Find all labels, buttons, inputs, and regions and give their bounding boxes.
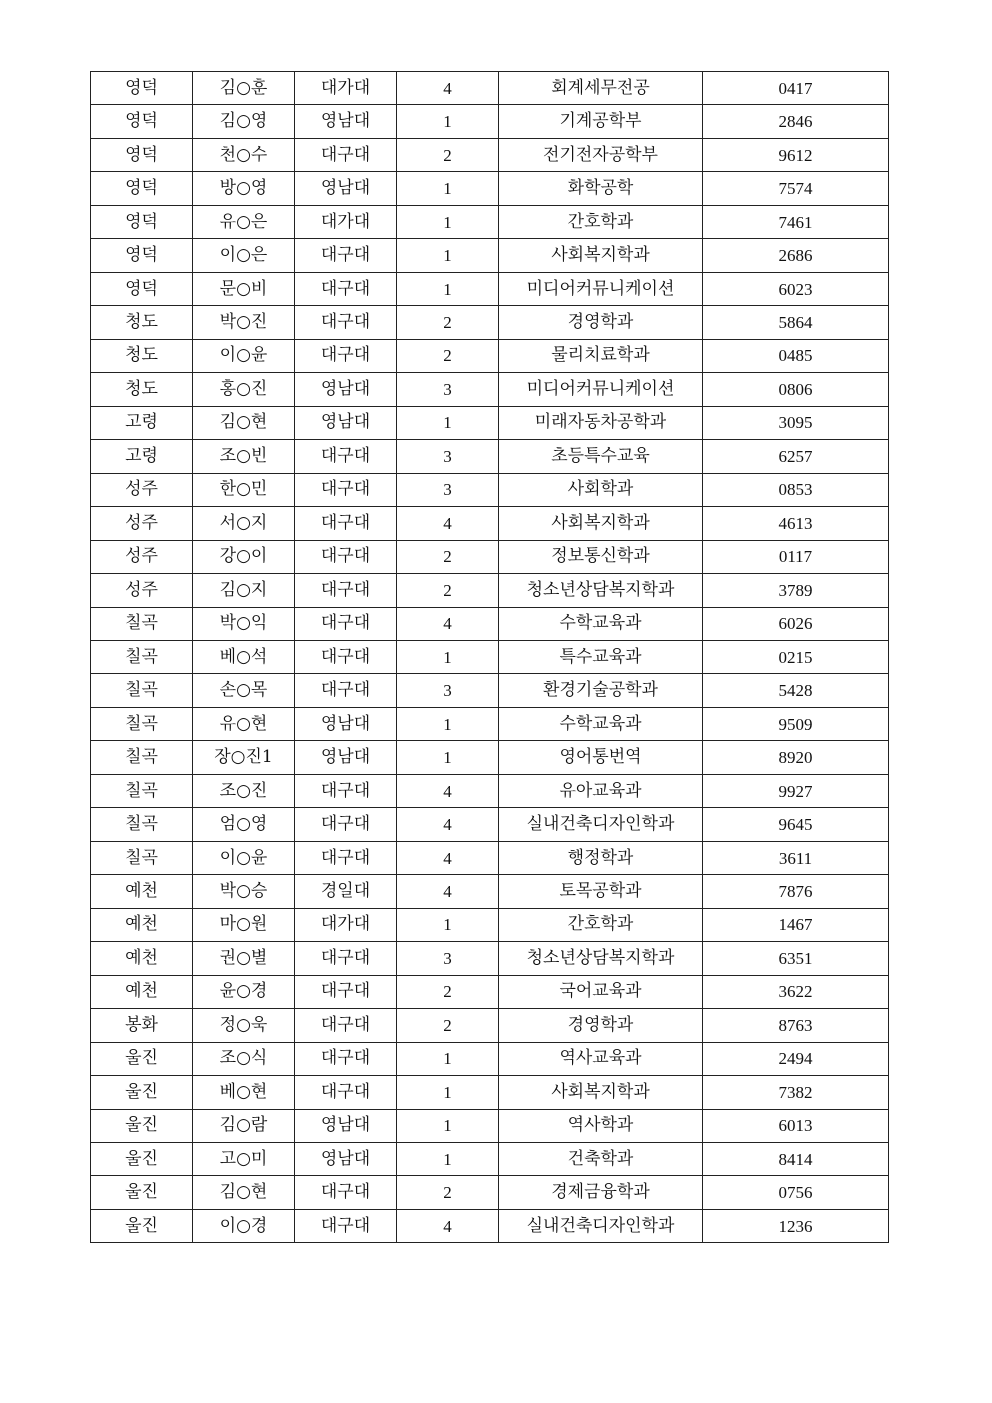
- region-cell: 칠곡: [91, 640, 193, 673]
- university-cell: 영남대: [295, 1143, 397, 1176]
- university-cell: 경일대: [295, 875, 397, 908]
- table-row: [91, 975, 889, 1008]
- table-row: [91, 875, 889, 908]
- id-code-cell: 0485: [703, 339, 889, 372]
- major-cell: 초등특수교육: [499, 440, 703, 473]
- major-cell: 청소년상담복지학과: [499, 574, 703, 607]
- grade-cell: 4: [397, 72, 499, 105]
- university-cell: 영남대: [295, 406, 397, 439]
- major-cell: 실내건축디자인학과: [499, 808, 703, 841]
- id-code-cell: 3611: [703, 841, 889, 874]
- region-cell: 울진: [91, 1109, 193, 1142]
- grade-cell: 4: [397, 841, 499, 874]
- student-name-cell: 김○현: [193, 406, 295, 439]
- major-cell: 국어교육과: [499, 975, 703, 1008]
- student-name-cell: 이○경: [193, 1209, 295, 1242]
- table-row: [91, 741, 889, 774]
- id-code-cell: 9927: [703, 774, 889, 807]
- region-cell: 울진: [91, 1209, 193, 1242]
- student-name-cell: 정○욱: [193, 1009, 295, 1042]
- grade-cell: 2: [397, 1009, 499, 1042]
- student-name-cell: 문○비: [193, 272, 295, 305]
- major-cell: 기계공학부: [499, 105, 703, 138]
- grade-cell: 3: [397, 440, 499, 473]
- table-row: [91, 339, 889, 372]
- major-cell: 미디어커뮤니케이션: [499, 373, 703, 406]
- table-row: [91, 540, 889, 573]
- grade-cell: 1: [397, 205, 499, 238]
- student-name-cell: 유○현: [193, 707, 295, 740]
- student-name-cell: 장○진1: [193, 741, 295, 774]
- region-cell: 울진: [91, 1176, 193, 1209]
- student-name-cell: 강○이: [193, 540, 295, 573]
- id-code-cell: 9612: [703, 138, 889, 171]
- grade-cell: 3: [397, 373, 499, 406]
- id-code-cell: 6026: [703, 607, 889, 640]
- university-cell: 대구대: [295, 339, 397, 372]
- grade-cell: 4: [397, 774, 499, 807]
- student-name-cell: 조○진: [193, 774, 295, 807]
- major-cell: 경영학과: [499, 1009, 703, 1042]
- grade-cell: 1: [397, 908, 499, 941]
- university-cell: 대구대: [295, 841, 397, 874]
- university-cell: 대구대: [295, 774, 397, 807]
- region-cell: 고령: [91, 406, 193, 439]
- table-row: [91, 1209, 889, 1242]
- region-cell: 영덕: [91, 272, 193, 305]
- major-cell: 미디어커뮤니케이션: [499, 272, 703, 305]
- student-name-cell: 천○수: [193, 138, 295, 171]
- major-cell: 전기전자공학부: [499, 138, 703, 171]
- table-row: [91, 172, 889, 205]
- major-cell: 유아교육과: [499, 774, 703, 807]
- student-name-cell: 한○민: [193, 473, 295, 506]
- university-cell: 대구대: [295, 440, 397, 473]
- grade-cell: 4: [397, 507, 499, 540]
- table-row: [91, 72, 889, 105]
- student-name-cell: 박○승: [193, 875, 295, 908]
- id-code-cell: 1467: [703, 908, 889, 941]
- major-cell: 회계세무전공: [499, 72, 703, 105]
- major-cell: 역사교육과: [499, 1042, 703, 1075]
- table-row: [91, 440, 889, 473]
- table-row: [91, 1176, 889, 1209]
- table-row: [91, 674, 889, 707]
- region-cell: 예천: [91, 875, 193, 908]
- table-row: [91, 138, 889, 171]
- region-cell: 칠곡: [91, 607, 193, 640]
- region-cell: 성주: [91, 507, 193, 540]
- table-row: [91, 774, 889, 807]
- student-name-cell: 베○현: [193, 1076, 295, 1109]
- id-code-cell: 0417: [703, 72, 889, 105]
- table-row: [91, 306, 889, 339]
- region-cell: 울진: [91, 1143, 193, 1176]
- id-code-cell: 0117: [703, 540, 889, 573]
- university-cell: 영남대: [295, 105, 397, 138]
- table-row: [91, 607, 889, 640]
- grade-cell: 3: [397, 942, 499, 975]
- grade-cell: 1: [397, 1042, 499, 1075]
- major-cell: 사회복지학과: [499, 507, 703, 540]
- region-cell: 성주: [91, 574, 193, 607]
- student-name-cell: 유○은: [193, 205, 295, 238]
- major-cell: 건축학과: [499, 1143, 703, 1176]
- major-cell: 환경기술공학과: [499, 674, 703, 707]
- major-cell: 행정학과: [499, 841, 703, 874]
- grade-cell: 1: [397, 1109, 499, 1142]
- university-cell: 영남대: [295, 707, 397, 740]
- id-code-cell: 2686: [703, 239, 889, 272]
- major-cell: 수학교육과: [499, 707, 703, 740]
- grade-cell: 2: [397, 339, 499, 372]
- university-cell: 대구대: [295, 540, 397, 573]
- university-cell: 대구대: [295, 1042, 397, 1075]
- scholarship-roster-table: [90, 71, 889, 1243]
- id-code-cell: 9645: [703, 808, 889, 841]
- university-cell: 대구대: [295, 640, 397, 673]
- student-name-cell: 홍○진: [193, 373, 295, 406]
- region-cell: 청도: [91, 373, 193, 406]
- grade-cell: 1: [397, 1076, 499, 1109]
- student-name-cell: 박○익: [193, 607, 295, 640]
- student-name-cell: 방○영: [193, 172, 295, 205]
- table-row: [91, 908, 889, 941]
- region-cell: 칠곡: [91, 741, 193, 774]
- table-row: [91, 507, 889, 540]
- grade-cell: 2: [397, 574, 499, 607]
- major-cell: 화학공학: [499, 172, 703, 205]
- major-cell: 역사학과: [499, 1109, 703, 1142]
- table-row: [91, 1109, 889, 1142]
- university-cell: 대구대: [295, 975, 397, 1008]
- id-code-cell: 0215: [703, 640, 889, 673]
- table-row: [91, 105, 889, 138]
- university-cell: 대가대: [295, 205, 397, 238]
- student-name-cell: 권○별: [193, 942, 295, 975]
- roster-body: [91, 72, 889, 1243]
- university-cell: 대구대: [295, 1009, 397, 1042]
- region-cell: 성주: [91, 473, 193, 506]
- major-cell: 물리치료학과: [499, 339, 703, 372]
- student-name-cell: 김○현: [193, 1176, 295, 1209]
- region-cell: 예천: [91, 942, 193, 975]
- region-cell: 청도: [91, 339, 193, 372]
- student-name-cell: 김○영: [193, 105, 295, 138]
- id-code-cell: 8414: [703, 1143, 889, 1176]
- grade-cell: 3: [397, 473, 499, 506]
- region-cell: 영덕: [91, 105, 193, 138]
- university-cell: 대구대: [295, 473, 397, 506]
- university-cell: 대구대: [295, 674, 397, 707]
- region-cell: 영덕: [91, 205, 193, 238]
- university-cell: 영남대: [295, 741, 397, 774]
- student-name-cell: 고○미: [193, 1143, 295, 1176]
- university-cell: 대가대: [295, 908, 397, 941]
- id-code-cell: 6023: [703, 272, 889, 305]
- university-cell: 대구대: [295, 138, 397, 171]
- id-code-cell: 0853: [703, 473, 889, 506]
- region-cell: 울진: [91, 1076, 193, 1109]
- grade-cell: 2: [397, 540, 499, 573]
- student-name-cell: 김○훈: [193, 72, 295, 105]
- university-cell: 대구대: [295, 942, 397, 975]
- region-cell: 울진: [91, 1042, 193, 1075]
- table-row: [91, 1143, 889, 1176]
- region-cell: 봉화: [91, 1009, 193, 1042]
- major-cell: 사회복지학과: [499, 1076, 703, 1109]
- table-row: [91, 942, 889, 975]
- table-row: [91, 1042, 889, 1075]
- major-cell: 사회학과: [499, 473, 703, 506]
- table-row: [91, 239, 889, 272]
- id-code-cell: 3789: [703, 574, 889, 607]
- student-name-cell: 김○람: [193, 1109, 295, 1142]
- table-row: [91, 808, 889, 841]
- id-code-cell: 3095: [703, 406, 889, 439]
- university-cell: 영남대: [295, 1109, 397, 1142]
- id-code-cell: 7382: [703, 1076, 889, 1109]
- id-code-cell: 8763: [703, 1009, 889, 1042]
- university-cell: 대구대: [295, 272, 397, 305]
- major-cell: 영어통번역: [499, 741, 703, 774]
- grade-cell: 1: [397, 707, 499, 740]
- university-cell: 대구대: [295, 1176, 397, 1209]
- university-cell: 대구대: [295, 607, 397, 640]
- grade-cell: 4: [397, 875, 499, 908]
- university-cell: 대구대: [295, 306, 397, 339]
- table-row: [91, 205, 889, 238]
- student-name-cell: 엄○영: [193, 808, 295, 841]
- grade-cell: 1: [397, 239, 499, 272]
- major-cell: 특수교육과: [499, 640, 703, 673]
- region-cell: 칠곡: [91, 707, 193, 740]
- id-code-cell: 3622: [703, 975, 889, 1008]
- student-name-cell: 이○은: [193, 239, 295, 272]
- university-cell: 영남대: [295, 172, 397, 205]
- id-code-cell: 7876: [703, 875, 889, 908]
- university-cell: 대구대: [295, 1209, 397, 1242]
- table-row: [91, 640, 889, 673]
- grade-cell: 3: [397, 674, 499, 707]
- university-cell: 대구대: [295, 574, 397, 607]
- table-row: [91, 473, 889, 506]
- table-row: [91, 406, 889, 439]
- university-cell: 대가대: [295, 72, 397, 105]
- grade-cell: 1: [397, 105, 499, 138]
- major-cell: 실내건축디자인학과: [499, 1209, 703, 1242]
- table-row: [91, 1009, 889, 1042]
- table-row: [91, 272, 889, 305]
- id-code-cell: 8920: [703, 741, 889, 774]
- id-code-cell: 6257: [703, 440, 889, 473]
- grade-cell: 1: [397, 640, 499, 673]
- major-cell: 청소년상담복지학과: [499, 942, 703, 975]
- university-cell: 대구대: [295, 808, 397, 841]
- student-name-cell: 이○윤: [193, 841, 295, 874]
- student-name-cell: 조○식: [193, 1042, 295, 1075]
- id-code-cell: 9509: [703, 707, 889, 740]
- student-name-cell: 서○지: [193, 507, 295, 540]
- major-cell: 미래자동차공학과: [499, 406, 703, 439]
- table-row: [91, 574, 889, 607]
- university-cell: 영남대: [295, 373, 397, 406]
- id-code-cell: 7461: [703, 205, 889, 238]
- student-name-cell: 박○진: [193, 306, 295, 339]
- region-cell: 예천: [91, 908, 193, 941]
- major-cell: 경제금융학과: [499, 1176, 703, 1209]
- id-code-cell: 5428: [703, 674, 889, 707]
- table-row: [91, 373, 889, 406]
- region-cell: 칠곡: [91, 841, 193, 874]
- region-cell: 고령: [91, 440, 193, 473]
- id-code-cell: 5864: [703, 306, 889, 339]
- grade-cell: 2: [397, 1176, 499, 1209]
- grade-cell: 2: [397, 975, 499, 1008]
- grade-cell: 1: [397, 406, 499, 439]
- id-code-cell: 6351: [703, 942, 889, 975]
- grade-cell: 1: [397, 172, 499, 205]
- id-code-cell: 0756: [703, 1176, 889, 1209]
- region-cell: 칠곡: [91, 674, 193, 707]
- student-name-cell: 마○원: [193, 908, 295, 941]
- major-cell: 경영학과: [499, 306, 703, 339]
- major-cell: 사회복지학과: [499, 239, 703, 272]
- id-code-cell: 1236: [703, 1209, 889, 1242]
- region-cell: 청도: [91, 306, 193, 339]
- university-cell: 대구대: [295, 507, 397, 540]
- major-cell: 토목공학과: [499, 875, 703, 908]
- grade-cell: 1: [397, 1143, 499, 1176]
- university-cell: 대구대: [295, 239, 397, 272]
- id-code-cell: 0806: [703, 373, 889, 406]
- grade-cell: 4: [397, 1209, 499, 1242]
- region-cell: 영덕: [91, 72, 193, 105]
- university-cell: 대구대: [295, 1076, 397, 1109]
- region-cell: 영덕: [91, 172, 193, 205]
- region-cell: 영덕: [91, 239, 193, 272]
- student-name-cell: 손○목: [193, 674, 295, 707]
- id-code-cell: 6013: [703, 1109, 889, 1142]
- grade-cell: 2: [397, 138, 499, 171]
- major-cell: 정보통신학과: [499, 540, 703, 573]
- id-code-cell: 4613: [703, 507, 889, 540]
- grade-cell: 1: [397, 741, 499, 774]
- table-row: [91, 841, 889, 874]
- id-code-cell: 2846: [703, 105, 889, 138]
- student-name-cell: 윤○경: [193, 975, 295, 1008]
- student-name-cell: 이○윤: [193, 339, 295, 372]
- region-cell: 칠곡: [91, 808, 193, 841]
- major-cell: 간호학과: [499, 205, 703, 238]
- grade-cell: 4: [397, 808, 499, 841]
- major-cell: 간호학과: [499, 908, 703, 941]
- table-row: [91, 707, 889, 740]
- major-cell: 수학교육과: [499, 607, 703, 640]
- id-code-cell: 2494: [703, 1042, 889, 1075]
- student-name-cell: 베○석: [193, 640, 295, 673]
- student-name-cell: 조○빈: [193, 440, 295, 473]
- grade-cell: 4: [397, 607, 499, 640]
- region-cell: 성주: [91, 540, 193, 573]
- region-cell: 칠곡: [91, 774, 193, 807]
- id-code-cell: 7574: [703, 172, 889, 205]
- region-cell: 영덕: [91, 138, 193, 171]
- grade-cell: 2: [397, 306, 499, 339]
- grade-cell: 1: [397, 272, 499, 305]
- student-name-cell: 김○지: [193, 574, 295, 607]
- region-cell: 예천: [91, 975, 193, 1008]
- table-row: [91, 1076, 889, 1109]
